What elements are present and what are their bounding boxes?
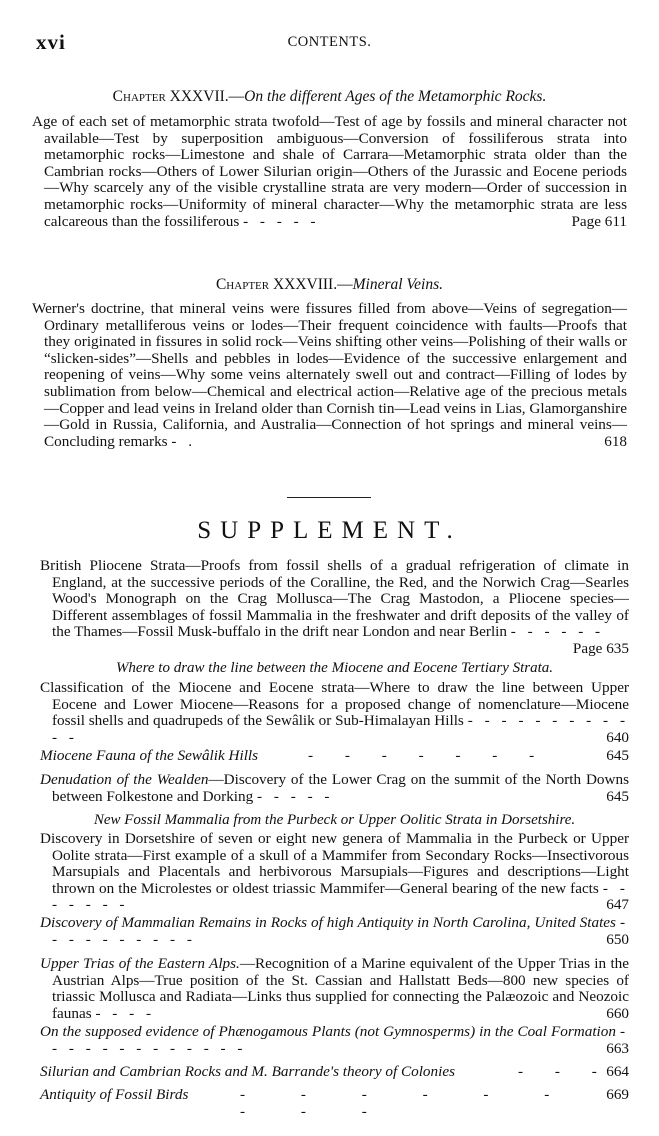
sewalik-entry: Miocene Fauna of the Sewâlik Hills - - - - - - - 645 bbox=[40, 747, 629, 765]
coal-entry: On the supposed evidence of Phænogamous Plants (not Gymnosperms) in the Coal Formation - - - - - - - - - - - - - 663 bbox=[40, 1023, 630, 1057]
chapter-37-heading: Chapter XXXVII.—On the different Ages of the Metamorphic Rocks. bbox=[112, 88, 547, 105]
supplement-intro-page-ref: Page 635 bbox=[567, 641, 629, 658]
chapter-38-heading: Chapter XXXVIII.—Mineral Veins. bbox=[215, 276, 444, 293]
colonies-entry: Silurian and Cambrian Rocks and M. Barrande's theory of Colonies - - - 664 bbox=[40, 1063, 629, 1081]
trias-entry-page-ref: 660 bbox=[600, 1006, 629, 1023]
sewalik-entry-title: Miocene Fauna of the Sewâlik Hills bbox=[40, 747, 259, 764]
miocene-entry-text: Classification of the Miocene and Eocene strata—Where to draw the line between Upper Eocene and Lower Miocene—Reasons for a proposed change of nomenclature—Miocene fossil shells and quadrupeds of the Sewâlik or Sub-Himalayan Hills bbox=[40, 679, 629, 730]
coal-entry-title: On the supposed evidence of Phænogamous Plants (not Gymnosperms) in the Coal Formation bbox=[40, 1023, 616, 1040]
chapter-38-page-ref: 618 bbox=[598, 434, 627, 451]
chapter-37-summary-text: Age of each set of metamorphic strata twofold—Test of age by fossils and mineral character not available—Test by superposition ambiguous—Conversion of fossiliferous strata into metamorphic rocks—Limestone and shale of Carrara—Metamorphic strata older than the Cambrian rocks—Others of Lower Silurian origin—Others of the Jurassic and Eocene periods—Why scarcely any of the visible crystalline strata are very modern—Order of succession in metamorphic rocks—Uniformity of mineral character—Why the metamorphic strata are less calcareous than the fossiliferous bbox=[32, 113, 627, 230]
trias-entry: Upper Trias of the Eastern Alps.—Recognition of a Marine equivalent of the Upper Trias in the Austrian Alps—True position of the St. Cassian and Hallstatt Beds—800 new species of triassic Mollusca and Radiata—Links thus supplied for connecting the Palæozoic and Neozoic faunas - - - - 660 bbox=[40, 955, 630, 1022]
carolina-entry: Discovery of Mammalian Remains in Rocks of high Antiquity in North Carolina, United States - - - - - - - - - - 650 bbox=[40, 914, 630, 948]
wealden-entry-title: Denudation of the Wealden bbox=[40, 771, 209, 788]
supplement-intro-text: British Pliocene Strata—Proofs from fossil shells of a gradual refrigeration of climate in England, at the successive periods of the Coralline, the Red, and the Norwich Crag—Searles Wood's Monograph on the Crag Mollusca—The Crag Mastodon, a Pliocene species—Different assemblages of fossil Mammalia in the freshwater and drift deposits of the valley of the Thames—Fossil Musk-buffalo in the drift near London and near Berlin bbox=[40, 557, 629, 641]
purbeck-entry-text: Discovery in Dorsetshire of seven or eight new genera of Mammalia in the Purbeck or Upper Oolite strata—First example of a skull of a Mammifer from Secondary Rocks—Insectivorous Marsupials and Placentals and herbivorous Marsupials—Figures and descriptions—Light thrown on the Microlestes or oldest triassic Mammifer—General bearing of the new facts bbox=[40, 830, 629, 897]
wealden-entry-page-ref: 645 bbox=[600, 789, 629, 806]
chapter-37-summary: Age of each set of metamorphic strata twofold—Test of age by fossils and mineral character not available—Test by superposition ambiguous—Conversion of fossiliferous strata into metamorphic rocks—Limestone and shale of Carrara—Metamorphic strata older than the Cambrian rocks—Others of Lower Silurian origin—Others of the Jurassic and Eocene periods—Why scarcely any of the visible crystalline strata are very modern—Order of succession in metamorphic rocks—Uniformity of mineral character—Why the metamorphic strata are less calcareous than the fossiliferous - - - - - Page 611 bbox=[32, 113, 627, 230]
miocene-entry: Classification of the Miocene and Eocene strata—Where to draw the line between Upper Eocene and Lower Miocene—Reasons for a proposed change of nomenclature—Miocene fossil shells and quadrupeds of the Sewâlik or Sub-Himalayan Hills - - - - - - - - - - - - 640 bbox=[40, 679, 629, 746]
colonies-entry-page-ref: 664 bbox=[606, 1063, 629, 1081]
birds-entry-title: Antiquity of Fossil Birds bbox=[40, 1086, 189, 1103]
running-head bbox=[36, 30, 623, 52]
wealden-entry: Denudation of the Wealden—Discovery of the Lower Crag on the summit of the North Downs between Folkestone and Dorking - - - - - 645 bbox=[40, 771, 629, 805]
supplement-title: SUPPLEMENT. bbox=[197, 517, 462, 544]
purbeck-entry-page-ref: 647 bbox=[600, 897, 629, 914]
chapter-37-page-ref: Page 611 bbox=[565, 214, 627, 231]
chapter-38-summary-text: Werner's doctrine, that mineral veins were fissures filled from above—Veins of segregation—Ordinary metalliferous veins or lodes—Their frequent coincidence with faults—Proofs that they originated in fissures in solid rock—Veins shifting other veins—Polishing of their walls or “slicken-sides”—Shells and pebbles in lodes—Evidence of the successive enlargement and reopening of veins—Why some veins alternately swell out and contract—Filling of lodes by sublimation from below—Chemical and electrical action—Relative age of the precious metals—Copper and lead veins in Ireland older than Cornish tin—Lead veins in Lias, Glamorganshire—Gold in Russia, California, and Australia—Connection of hot springs and mineral veins—Concluding remarks bbox=[32, 300, 627, 450]
purbeck-heading: New Fossil Mammalia from the Purbeck or Upper Oolitic Strata in Dorsetshire. bbox=[93, 812, 576, 828]
sewalik-entry-page-ref: 645 bbox=[606, 747, 629, 765]
running-title: CONTENTS. bbox=[287, 34, 372, 50]
birds-entry-page-ref: 669 bbox=[606, 1086, 629, 1104]
chapter-38-title: Mineral Veins. bbox=[352, 276, 444, 293]
birds-entry: Antiquity of Fossil Birds - - - - - - - - - 669 bbox=[40, 1086, 629, 1120]
chapter-37-label: Chapter XXXVII. bbox=[112, 88, 229, 105]
chapter-37-title: On the different Ages of the Metamorphic Rocks. bbox=[244, 88, 547, 105]
supplement-intro: British Pliocene Strata—Proofs from fossil shells of a gradual refrigeration of climate in England, at the successive periods of the Coralline, the Red, and the Norwich Crag—Searles Wood's Monograph on the Crag Mollusca—The Crag Mastodon, a Pliocene species—Different assemblages of fossil Mammalia in the freshwater and drift deposits of the valley of the Thames—Fossil Musk-buffalo in the drift near London and near Berlin - - - - - - Page 635 bbox=[40, 557, 629, 657]
trias-entry-text: —Recognition of a Marine equivalent of the Upper Trias in the Austrian Alps—True position of the St. Cassian and Hallstatt Beds—800 new species of triassic Mollusca and Radiata—Links thus supplied for connecting the Palæozoic and Neozoic faunas bbox=[52, 955, 630, 1022]
colonies-entry-title: Silurian and Cambrian Rocks and M. Barrande's theory of Colonies bbox=[40, 1063, 455, 1080]
wealden-entry-text: —Discovery of the Lower Crag on the summit of the North Downs between Folkestone and Dorking bbox=[52, 771, 629, 805]
page-number: xvi bbox=[36, 30, 66, 54]
miocene-eocene-heading: Where to draw the line between the Miocene and Eocene Tertiary Strata. bbox=[115, 660, 554, 676]
section-divider bbox=[287, 497, 371, 498]
miocene-entry-page-ref: 640 bbox=[600, 730, 629, 747]
carolina-entry-page-ref: 650 bbox=[600, 932, 629, 949]
trias-entry-title: Upper Trias of the Eastern Alps. bbox=[40, 955, 240, 972]
chapter-38-label: Chapter XXXVIII. bbox=[215, 276, 338, 293]
coal-entry-page-ref: 663 bbox=[600, 1041, 629, 1058]
purbeck-entry: Discovery in Dorsetshire of seven or eight new genera of Mammalia in the Purbeck or Upper Oolite strata—First example of a skull of a Mammifer from Secondary Rocks—Insectivorous Marsupials and Placentals and herbivorous Marsupials—Figures and descriptions—Light thrown on the Microlestes or oldest triassic Mammifer—General bearing of the new facts - - - - - - - 647 bbox=[40, 830, 629, 914]
carolina-entry-title: Discovery of Mammalian Remains in Rocks of high Antiquity in North Carolina, United States bbox=[40, 914, 616, 931]
chapter-38-summary: Werner's doctrine, that mineral veins were fissures filled from above—Veins of segregation—Ordinary metalliferous veins or lodes—Their frequent coincidence with faults—Proofs that they originated in fissures in solid rock—Veins shifting other veins—Polishing of their walls or “slicken-sides”—Shells and pebbles in lodes—Evidence of the successive enlargement and reopening of veins—Why some veins alternately swell out and contract—Filling of lodes by sublimation from below—Chemical and electrical action—Relative age of the precious metals—Copper and lead veins in Ireland older than Cornish tin—Lead veins in Lias, Glamorganshire—Gold in Russia, California, and Australia—Connection of hot springs and mineral veins—Concluding remarks - . 618 bbox=[32, 300, 627, 450]
